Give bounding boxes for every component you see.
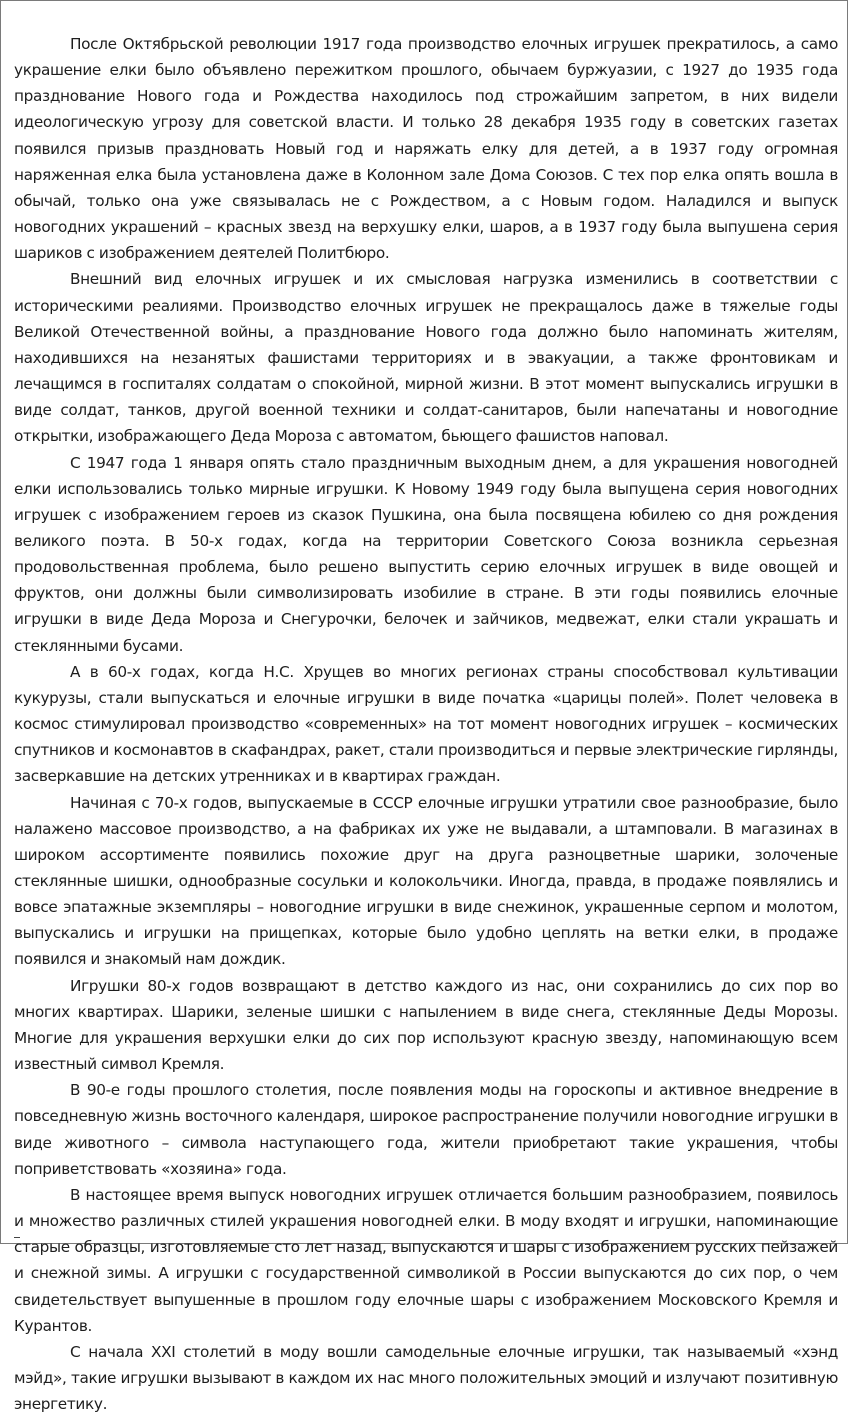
paragraph: В настоящее время выпуск новогодних игрушек отличается большим разнообразием, появилось и множество различных стилей украшения новогодней елки. В моду входят и игрушки, напоминающие старые образцы, изготовляемые сто лет назад, выпускаются и шары с изображением русских пейзажей и снежной зимы. А игрушки с государственной символикой в России выпускаются до сих пор, о чем свидетельствует выпушенные в прошлом году елочные шары с изображением Московского Кремля и Курантов. [14,1185,838,1335]
paragraph: Игрушки 80-х годов возвращают в детство каждого из нас, они сохранились до сих пор во многих квартирах. Шарики, зеленые шишки с напылением в виде снега, стеклянные Деды Морозы. Многие для украшения верхушки елки до сих пор используют красную звезду, напоминающую всем известный символ Кремля. [14,976,838,1074]
cut-off-text-fragment [14,1237,20,1242]
paragraph: С начала XXI столетий в моду вошли самодельные елочные игрушки, так называемый «хэнд мэйд», такие игрушки вызывают в каждом их нас много положительных эмоций и излучают позитивную энергетику. [14,1342,838,1414]
paragraph: После Октябрьской революции 1917 года производство елочных игрушек прекратилось, а само украшение елки было объявлено пережитком прошлого, обычаем буржуазии, с 1927 до 1935 года празднование Нового года и Рождества находилось под строжайшим запретом, в них видели идеологическую угрозу для советской власти. И только 28 декабря 1935 году в советских газетах появился призыв праздновать Новый год и наряжать елку для детей, а в 1937 году огромная наряженная елка была установлена даже в Колонном зале Дома Союзов. С тех пор елка опять вошла в обычай, только она уже связывалась не с Рождеством, а с Новым годом. Наладился и выпуск новогодних украшений – красных звезд на верхушку елки, шаров, а в 1937 году была выпушена серия шариков с изображением деятелей Политбюро. [14,35,838,263]
document-body [14,31,838,1417]
paragraph: Внешний вид елочных игрушек и их смысловая нагрузка изменились в соответствии с историческими реалиями. Производство елочных игрушек не прекращалось даже в тяжелые годы Великой Отечественной войны, а празднование Нового года должно было напоминать жителям, находившихся на незанятых фашистами территориях и в эвакуации, а также фронтовикам и лечащимся в госпиталях солдатам о спокойной, мирной жизни. В этот момент выпускались игрушки в виде солдат, танков, другой военной техники и солдат-санитаров, были напечатаны и новогодние открытки, изображающего Деда Мороза с автоматом, бьющего фашистов наповал. [14,270,838,446]
paragraph: А в 60-х годах, когда Н.С. Хрущев во многих регионах страны способствовал культивации кукурузы, стали выпускаться и елочные игрушки в виде початка «царицы полей». Полет человека в космос стимулировал производство «современных» на тот момент новогодних игрушек – космических спутников и космонавтов в скафандрах, ракет, стали производиться и первые электрические гирлянды, засверкавшие на детских утренниках и в квартирах граждан. [14,662,838,786]
paragraph: В 90-е годы прошлого столетия, после появления моды на гороскопы и активное внедрение в повседневную жизнь восточного календаря, широкое распространение получили новогодние игрушки в виде животного – символа наступающего года, жители приобретают такие украшения, чтобы поприветствовать «хозяина» года. [14,1081,838,1178]
paragraph: С 1947 года 1 января опять стало праздничным выходным днем, а для украшения новогодней елки использовались только мирные игрушки. К Новому 1949 году была выпущена серия новогодних игрушек с изображением героев из сказок Пушкина, она была посвящена юбилею со дня рождения великого поэта. В 50-х годах, когда на территории Советского Союза возникла серьезная продовольственная проблема, было решено выпустить серию елочных игрушек в виде овощей и фруктов, они должны были символизировать изобилие в стране. В эти годы появились елочные игрушки в виде Деда Мороза и Снегурочки, белочек и зайчиков, медвежат, елки стали украшать и стеклянными бусами. [14,453,838,655]
paragraph: Начиная с 70-х годов, выпускаемые в СССР елочные игрушки утратили свое разнообразие, было налажено массовое производство, а на фабриках их уже не выдавали, а штамповали. В магазинах в широком ассортименте появились похожие друг на друга разноцветные шарики, золоченые стеклянные шишки, однообразные сосульки и колокольчики. Иногда, правда, в продаже появлялись и вовсе эпатажные экземпляры – новогодние игрушки в виде снежинок, украшенные серпом и молотом, выпускались и игрушки на прищепках, которые было удобно цеплять на ветки елки, в продаже появился и знакомый нам дождик. [14,793,838,969]
